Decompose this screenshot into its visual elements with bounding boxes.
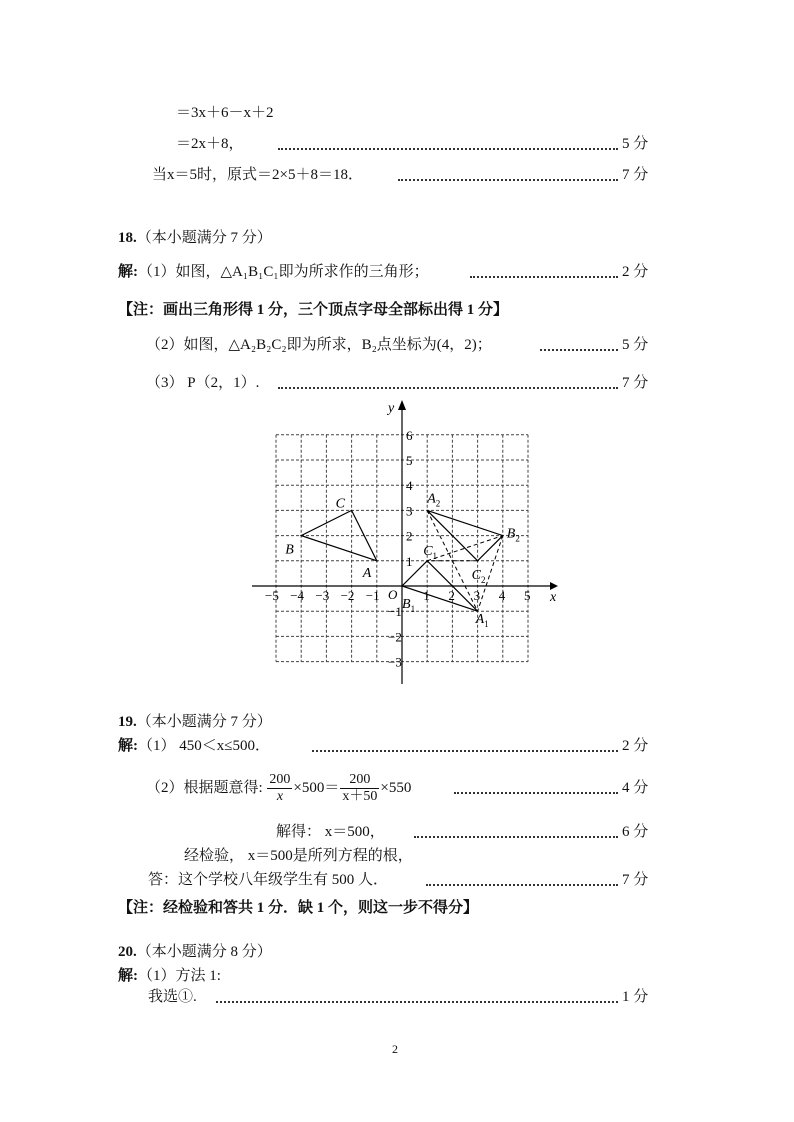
q19-score-3: 6 分	[622, 824, 649, 840]
q19-title	[118, 712, 272, 732]
label-b1: $B_1$	[402, 597, 416, 614]
y-axis-arrow	[398, 400, 406, 410]
label-c2: $C_2$	[471, 567, 486, 585]
q18-jie: 解:	[118, 264, 138, 280]
q18-note: 【注：画出三角形得 1 分，三个顶点字母全部标出得 1 分】	[118, 302, 509, 318]
q19-leader-dots-1	[312, 750, 618, 752]
q19-fraction-1	[267, 772, 292, 805]
q19-mid: ×500＝	[293, 780, 340, 796]
q20-choice: 我选①.	[148, 989, 197, 1005]
q17-leader-dots-2	[278, 148, 618, 150]
q20-leader-dots-1	[216, 1001, 618, 1003]
q19-check: 经检验， x＝500是所列方程的根，	[184, 848, 413, 864]
origin-label: O	[388, 587, 398, 602]
label-b2: $B_2$	[506, 526, 520, 544]
q17-score-2: 5 分	[622, 136, 649, 152]
x-axis-arrow	[550, 582, 558, 590]
q19-tail: ×550	[380, 780, 412, 796]
q18-score-2: 5 分	[622, 337, 649, 353]
q20-part1	[118, 966, 221, 986]
x-axis-label: x	[550, 590, 557, 605]
y-tick-label: 4	[406, 478, 413, 494]
label-c2-subscript: 2	[480, 574, 486, 585]
q19-answer: 答：这个学校八年级学生有 500 人．	[148, 872, 389, 888]
y-tick-label: 6	[406, 427, 413, 443]
q20-number: 20.	[118, 944, 137, 960]
q20-jie: 解:	[118, 968, 138, 984]
tick-labels	[265, 428, 531, 670]
q19-fraction-2	[340, 772, 379, 805]
x-tick-label: −2	[340, 588, 355, 603]
label-b2-subscript: 2	[515, 533, 520, 544]
q18-leader-dots-1	[470, 276, 618, 278]
x-tick-label: 4	[498, 588, 506, 603]
q17-leader-dots-3	[398, 179, 618, 181]
y-tick-label: 3	[406, 503, 413, 519]
q20-part1-text: （1）方法 1:	[138, 968, 221, 984]
q18-score-3: 7 分	[622, 375, 649, 391]
x-tick-label: 5	[524, 588, 531, 603]
y-tick-label: −1	[388, 604, 402, 620]
q19-frac2-den: x＋50	[342, 789, 378, 805]
x-tick-label: 1	[423, 588, 430, 603]
q19-score-4: 7 分	[622, 872, 649, 888]
q19-frac1-den: x	[276, 789, 284, 805]
q20-title-text: （本小题满分 8 分）	[136, 944, 272, 960]
q20-title	[118, 942, 272, 962]
q19-solve: 解得： x＝500，	[276, 824, 385, 840]
label-a1-subscript: 1	[484, 619, 489, 630]
x-tick-label: −3	[315, 588, 330, 603]
q19-note: 【注：经检验和答共 1 分．缺 1 个，则这一步不得分】	[118, 900, 479, 916]
x-tick-label: −5	[265, 588, 279, 603]
q17-line2: ＝2x＋8，	[176, 136, 244, 152]
q18-title	[118, 228, 272, 248]
q19-score-1: 2 分	[622, 738, 649, 754]
q19-score-2: 4 分	[622, 780, 649, 796]
q18-part2: （2）如图，△A₂B₂C₂即为所求，B₂点坐标为(4，2)；	[146, 337, 492, 353]
y-tick-label: 1	[406, 553, 413, 569]
q18-part3: （3） P（2，1）.	[146, 375, 260, 391]
q19-part1	[118, 736, 270, 756]
q18-score-1: 2 分	[622, 264, 649, 280]
label-c: C	[335, 496, 345, 512]
label-a2-subscript: 2	[435, 498, 441, 509]
x-tick-label: −4	[290, 588, 305, 603]
q17-line1: ＝3x＋6－x＋2	[176, 105, 274, 121]
q19-frac2-num: 200	[340, 772, 379, 789]
q17-line3: 当x＝5时，原式＝2×5＋8＝18．	[152, 167, 363, 183]
q20-score-1: 1 分	[622, 989, 649, 1005]
q19-frac1-num: 200	[269, 772, 291, 788]
q18-leader-dots-3	[278, 387, 618, 389]
q18-number: 18.	[118, 230, 137, 246]
y-tick-label: 5	[406, 453, 413, 468]
q17-score-3: 7 分	[622, 167, 649, 183]
q19-part2-prefix: （2）根据题意得:	[146, 780, 263, 796]
page-number: 2	[392, 1042, 398, 1056]
y-tick-label: −3	[388, 654, 402, 670]
label-b: B	[285, 542, 294, 558]
q19-title-text: （本小题满分 7 分）	[136, 714, 272, 730]
q19-jie: 解:	[118, 738, 138, 754]
q19-leader-dots-3	[414, 836, 618, 838]
coordinate-graph	[250, 398, 570, 690]
q18-leader-dots-2	[540, 349, 618, 351]
q18-part1	[118, 262, 429, 282]
label-c1-subscript: 1	[432, 550, 438, 561]
q18-title-text: （本小题满分 7 分）	[136, 230, 272, 246]
label-a2: $A_2$	[427, 491, 441, 509]
q19-leader-dots-4	[426, 884, 618, 886]
label-c1: $C_1$	[423, 543, 438, 561]
q19-leader-dots-2	[454, 792, 618, 794]
q19-number: 19.	[118, 714, 137, 730]
x-tick-label: 2	[448, 588, 455, 603]
q19-part2	[146, 770, 411, 806]
y-axis-label: y	[388, 401, 395, 416]
q18-part1-text: （1）如图，△A₁B₁C₁即为所求作的三角形；	[138, 264, 429, 280]
q19-part1-text: （1） 450＜x≤500．	[138, 738, 270, 754]
label-a: A	[362, 565, 372, 581]
y-tick-label: 2	[406, 528, 413, 544]
x-tick-label: 3	[473, 588, 481, 603]
label-a1: $A_1$	[475, 612, 489, 630]
x-tick-label: −1	[365, 588, 380, 603]
axes	[252, 400, 558, 684]
y-tick-label: −2	[388, 629, 402, 645]
label-b1-subscript: 1	[410, 604, 416, 614]
